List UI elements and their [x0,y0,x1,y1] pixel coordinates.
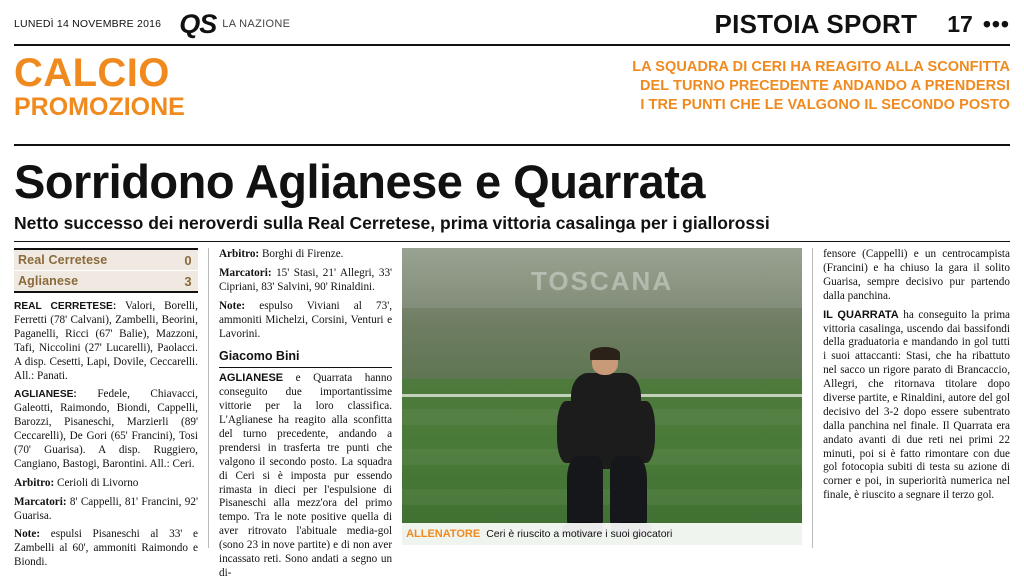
referee-text-1: Cerioli di Livorno [54,476,139,489]
referee-line-1 [14,477,198,491]
scorers-text-1: 8' Cappelli, 81' Francini, 92' Guarisa. [14,495,198,522]
page-number: 17 [947,10,973,37]
lineup-home-label: REAL CERRETESE: [14,301,117,313]
lineup-away [14,388,198,471]
section-title: PISTOIA SPORT [714,8,918,39]
article-columns [14,248,1010,579]
scorers-label-1: Marcatori: [14,495,67,508]
lead-word: AGLIANESE [218,372,284,385]
notes-text-2: espulso Viviani al 73', ammoniti Michelzi, Corsini, Venturi e Lavorini. [218,299,393,340]
article-body-cont-2-text: ha conseguito la prima vittoria casalinga, uscendo dai bassifondi della graduatoria e mandando in gol tutti i suoi attaccanti: Stasi, che ha ribattuto nel sacco un rigore parato di Brancaccio, Allegri, che ritornava titolare dopo diverse partite, e Rinaldini, autore del gol decisivo del 3-2 dopo essere subentrato dalla panchina nel finale. Il Quarrata era andato avanti di due reti nei primi 22 minuti, poi si è fatto rimontare con due gol fotocopia subiti di testa su azione di corner e poi, in superiorità numerica nel finale, è riuscito a segnare il terzo gol. [823,308,1010,502]
scorebox-team-home: Real Cerretese [18,253,108,268]
notes-label-2: Note: [218,299,246,312]
sport-kicker [14,51,574,121]
notes-line-2 [219,300,392,342]
article-body-text: e Quarrata hanno conseguito due importantissime vittorie per la loro classifica. L'Aglianese ha reagito alla sconfitta del turno precedente, andando a prendersi in trasferta tre punti che valgono il secondo posto. La squadra di Ceri si è imposta pur essendo rimasta in dieci per l'espulsione di Pisaneschi alla mezz'ora del primo tempo. Tra le note positive quella di aver ritrovato l'abituale media-gol (sono 23 in nove partite) e di non aver incassato reti. Sono andati a segno un di- [218,372,393,579]
referee-line-2 [219,248,392,262]
qs-logo-mark: QS [179,8,217,39]
summary-line-1: LA SQUADRA DI CERI HA REAGITO ALLA SCONFITTA [632,59,1010,75]
lineup-home [14,300,198,383]
scorebox-team-away: Aglianese [18,274,79,289]
scorers-line-2 [219,267,392,295]
scorebox-score-away: 3 [184,273,192,289]
publication-date: LUNEDÌ 14 NOVEMBRE 2016 [14,18,162,30]
scorers-text-2: 15' Stasi, 21' Allegri, 33' Cipriani, 83' Salvini, 90' Rinaldini. [218,267,393,293]
article-body-cont-1: fensore (Cappelli) e un centrocampista (Francini) e ha chiuso la gara il solito Guarisa, sempre decisivo pur partendo dalla panchina. [823,248,1010,302]
notes-line-1 [14,528,198,570]
lineup-away-text: Fedele, Chiavacci, Galeotti, Raimondo, Biondi, Cappelli, Barozzi, Pisaneschi, Marzierli (89' Ceccarelli), De Gori (65' Francini), Tosi (70' Guarisa). A disp. Ruggiero, Cangiano, Bastogi, Barontini. All.: Ceri. [14,388,198,470]
divider-byline [219,367,392,368]
referee-label-1: Arbitro: [14,476,55,489]
article-subhead: Netto successo dei neroverdi sulla Real Cerretese, prima vittoria casalinga per i giallorossi [14,213,770,233]
column-4 [812,248,1010,548]
photo-caption-tag: ALLENATORE [406,528,481,541]
header-band [14,46,1010,138]
byline: Giacomo Bini [218,349,300,364]
divider-headline [14,241,1010,242]
photo-caption [402,523,802,545]
column-2 [208,248,402,579]
notes-label-1: Note: [14,528,41,541]
notes-text-1: espulsi Pisaneschi al 33' e Zambelli al 60', ammoniti Raimondo e Biondi. [14,528,198,569]
summary-line-2: DEL TURNO PRECEDENTE ANDANDO A PRENDERSI [640,78,1010,95]
referee-label-2: Arbitro: [218,248,260,261]
photo-coach-figure [562,349,650,533]
referee-text-2: Borghi di Firenze. [259,248,344,261]
lineup-away-label: AGLIANESE: [14,389,77,401]
article-photo [402,248,802,545]
photo-banner-text: TOSCANA [531,265,674,296]
qs-logo [179,8,291,39]
article-headline: Sorridono Aglianese e Quarrata [14,155,706,208]
category-label: PROMOZIONE [14,93,185,121]
summary-block [574,54,1010,115]
sport-label: CALCIO [14,51,170,95]
scorers-line-1 [14,496,198,524]
scorers-label-2: Marcatori: [218,267,272,280]
scorebox-score-home: 0 [184,252,192,268]
lead-word-2: IL QUARRATA [823,308,899,321]
article-body-start [219,372,392,580]
masthead [14,0,1010,42]
dots-icon: ••• [982,10,1010,37]
divider-mid [14,144,1010,146]
qs-logo-subtitle: LA NAZIONE [222,18,291,30]
column-1 [14,248,208,569]
scorebox-row [14,271,198,291]
column-photo [402,248,812,548]
lineup-home-text: Valori, Borelli, Ferretti (78' Calvani), Zambelli, Beorini, Paganelli, Ricci (67' Balie), Mazzoni, Tafi, Niccolini (27' Lucarelli), Paolacci. A disp. Cesetti, Lapi, Dovile, Ceccarelli. All.: Panati. [14,300,198,382]
article-body-cont-2 [823,309,1010,503]
scorebox-row [14,250,198,271]
summary-line-3: I TRE PUNTI CHE LE VALGONO IL SECONDO POSTO [640,97,1010,114]
photo-caption-text: Ceri è riuscito a motivare i suoi giocatori [486,528,673,541]
scorebox [14,248,198,293]
